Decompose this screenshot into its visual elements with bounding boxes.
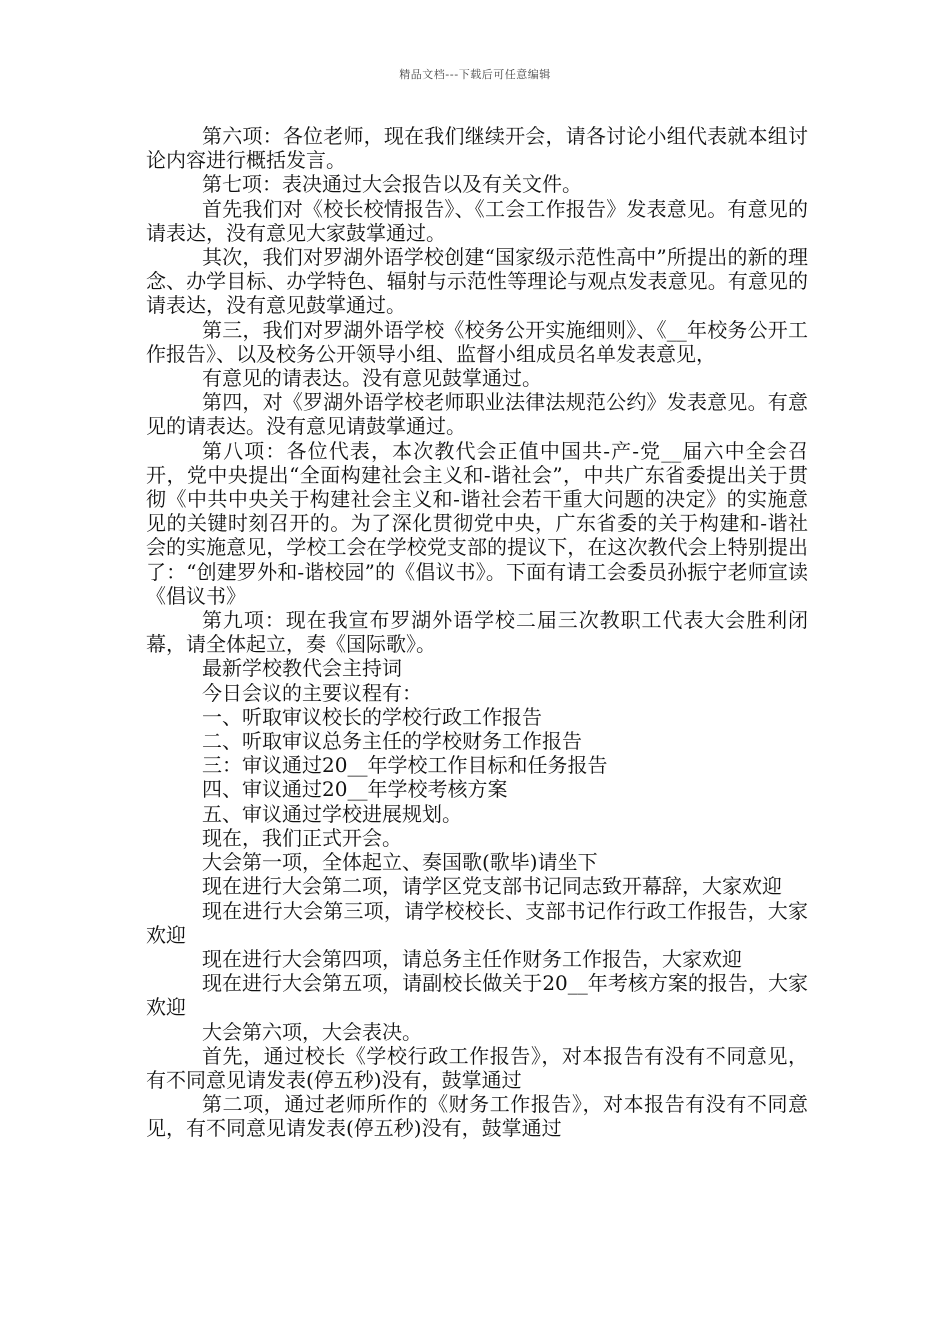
section-title: 最新学校教代会主持词 [202, 656, 402, 681]
paragraph: 首先我们对《校长校情报告》、《工会工作报告》发表意见。有意见的请表达，没有意见大家鼓掌通过。 [146, 196, 808, 245]
paragraph: 第六项：各位老师，现在我们继续开会，请各讨论小组代表就本组讨论内容进行概括发言。 [146, 124, 808, 173]
paragraph: 第七项：表决通过大会报告以及有关文件。 [202, 172, 582, 197]
paragraph: 其次，我们对罗湖外语学校创建“国家级示范性高中”所提出的新的理念、办学目标、办学特色、辐射与示范性等理论与观点发表意见。有意见的请表达，没有意见鼓掌通过。 [146, 245, 808, 318]
paragraph: 现在进行大会第五项，请副校长做关于20__年考核方案的报告，大家欢迎 [146, 971, 808, 1020]
page-header: 精品文档---下载后可任意编辑 [399, 68, 551, 81]
agenda-item: 三：审议通过20__年学校工作目标和任务报告 [202, 753, 608, 778]
agenda-item: 一、听取审议校长的学校行政工作报告 [202, 704, 542, 729]
paragraph: 大会第一项，全体起立、奏国歌(歌毕)请坐下 [202, 850, 598, 875]
paragraph: 现在进行大会第三项，请学校校长、支部书记作行政工作报告，大家欢迎 [146, 898, 808, 947]
paragraph: 第四，对《罗湖外语学校老师职业法律法规范公约》发表意见。有意见的请表达。没有意见请鼓掌通过。 [146, 390, 808, 439]
agenda-item: 二、听取审议总务主任的学校财务工作报告 [202, 729, 582, 754]
paragraph: 第二项，通过老师所作的《财务工作报告》，对本报告有没有不同意见，有不同意见请发表(停五秒)没有，鼓掌通过 [146, 1092, 808, 1141]
paragraph: 现在进行大会第四项，请总务主任作财务工作报告，大家欢迎 [202, 946, 742, 971]
agenda-item: 四、审议通过20__年学校考核方案 [202, 777, 508, 802]
paragraph: 有意见的请表达。没有意见鼓掌通过。 [202, 366, 542, 391]
paragraph: 第九项：现在我宣布罗湖外语学校二届三次教职工代表大会胜利闭幕，请全体起立，奏《国际歌》。 [146, 608, 808, 657]
paragraph: 现在，我们正式开会。 [202, 825, 402, 850]
document-body [146, 124, 808, 1141]
agenda-item: 五、审议通过学校进展规划。 [202, 801, 462, 826]
paragraph: 第八项：各位代表，本次教代会正值中国共-产-党__届六中全会召开，党中央提出“全面构建社会主义和-谐社会”，中共广东省委提出关于贯彻《中共中央关于构建社会主义和-谐社会若干重大问题的决定》的实施意见的关键时刻召开的。为了深化贯彻党中央，广东省委的关于构建和-谐社会的实施意见，学校工会在学校党支部的提议下，在这次教代会上特别提出了：“创建罗外和-谐校园”的《倡议书》。下面有请工会委员孙振宁老师宣读《倡议书》 [146, 438, 808, 608]
paragraph: 现在进行大会第二项，请学区党支部书记同志致开幕辞，大家欢迎 [202, 874, 782, 899]
paragraph: 今日会议的主要议程有： [202, 680, 422, 705]
paragraph: 首先，通过校长《学校行政工作报告》，对本报告有没有不同意见，有不同意见请发表(停五秒)没有，鼓掌通过 [146, 1043, 808, 1092]
paragraph: 第三，我们对罗湖外语学校《校务公开实施细则》、《__年校务公开工作报告》、以及校务公开领导小组、监督小组成员名单发表意见， [146, 317, 808, 366]
paragraph: 大会第六项，大会表决。 [202, 1019, 422, 1044]
